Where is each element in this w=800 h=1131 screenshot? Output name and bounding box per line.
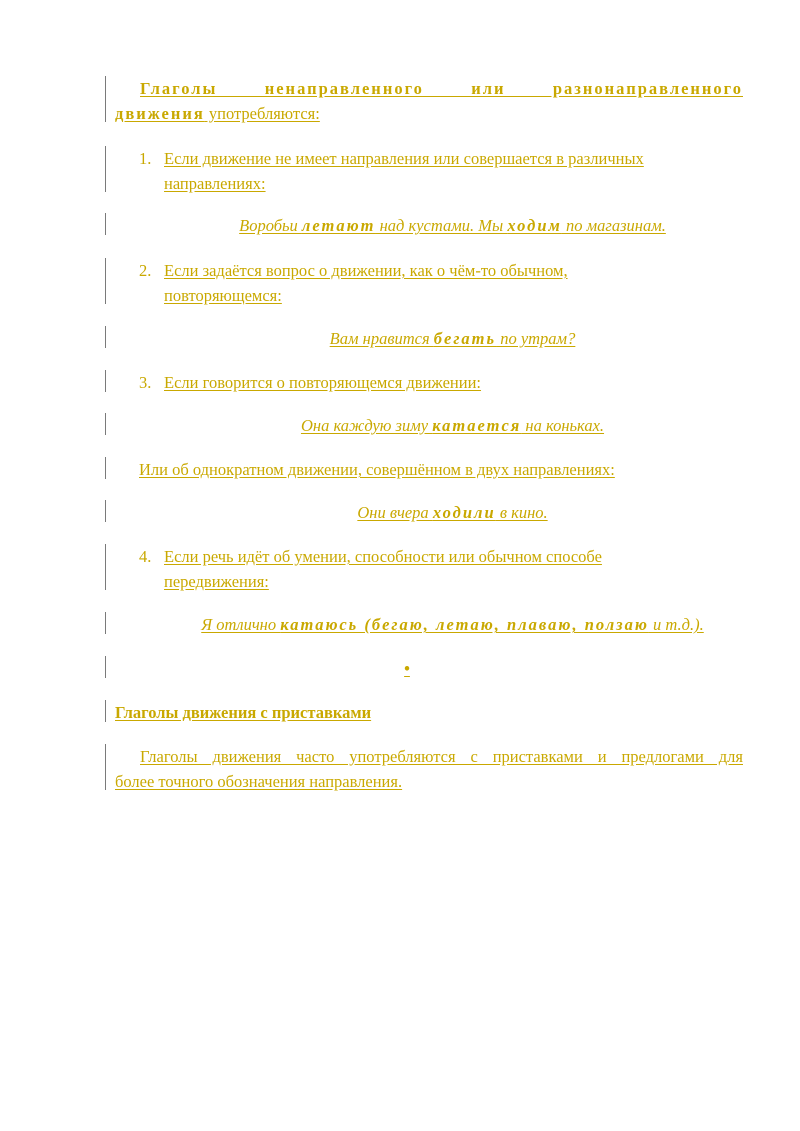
bullet-glyph: • [404,659,410,678]
example-sentence [115,213,790,238]
example-sentence [115,612,790,637]
example-verb: ходили [432,503,496,522]
list-item-text: повторяющемся: [164,286,282,305]
example-verb: катаюсь (бегаю, летаю, плаваю, ползаю [280,615,649,634]
list-item-text: Если движение не имеет направления или совершается в различных [164,149,644,168]
list-item-text: Если речь идёт об умении, способности или обычном способе [164,547,602,566]
section-heading-text: Глаголы движения с приставками [115,703,372,722]
list-item [139,370,739,395]
list-number: 4. [139,547,152,566]
list-item-text: направлениях: [164,174,266,193]
change-bar [105,258,106,304]
example-text: Вам нравится [329,329,434,348]
change-bar [105,544,106,590]
change-bar [105,213,106,235]
example-sentence [115,500,790,525]
example-verb: летают [301,216,376,235]
example-text: на коньках. [521,416,605,435]
example-text: Она каждую зиму [300,416,433,435]
change-bar [105,656,106,678]
list-item [139,258,739,308]
list-item [139,544,739,594]
change-bar [105,326,106,348]
example-text: по магазинам. [561,216,666,235]
change-bar [105,146,106,192]
paragraph-line: Глаголы движения часто употребляются с приставками и предлогами для [140,747,743,766]
example-verb: ходим [507,216,562,235]
example-text: в кино. [495,503,548,522]
example-text: над кустами. Мы [375,216,508,235]
list-number: 1. [139,149,152,168]
intro-bold-text: Глаголы ненаправленного или разнонаправленного [140,79,743,98]
single-motion-note [139,457,759,482]
example-verb: бегать [433,329,497,348]
example-text: Я отлично [201,615,281,634]
list-item-text: Если задаётся вопрос о движении, как о чём-то обычном, [164,261,568,280]
note-text: Или об однократном движении, совершённом в двух направлениях: [139,460,615,479]
example-sentence [115,326,790,351]
example-text: Воробьи [239,216,302,235]
example-sentence [115,413,790,438]
body-paragraph [115,744,743,794]
list-number: 2. [139,261,152,280]
intro-paragraph [115,76,743,126]
change-bar [105,76,106,122]
intro-rest-text: употребляются: [204,104,320,123]
change-bar [105,700,106,722]
list-item-text: передвижения: [164,572,269,591]
change-bar [105,500,106,522]
change-bar [105,457,106,479]
example-text: и т.д.). [648,615,704,634]
list-item-text: Если говорится о повторяющемся движении: [164,373,482,392]
change-bar [105,744,106,790]
change-bar [105,413,106,435]
section-heading [115,700,735,725]
change-bar [105,612,106,634]
intro-bold-word: движения [115,104,205,123]
example-verb: катается [432,416,522,435]
list-number: 3. [139,373,152,392]
example-text: по утрам? [496,329,576,348]
paragraph-line: более точного обозначения направления. [115,772,403,791]
change-bar [105,370,106,392]
list-item [139,146,739,196]
example-text: Они вчера [357,503,433,522]
separator-bullet [115,656,715,681]
